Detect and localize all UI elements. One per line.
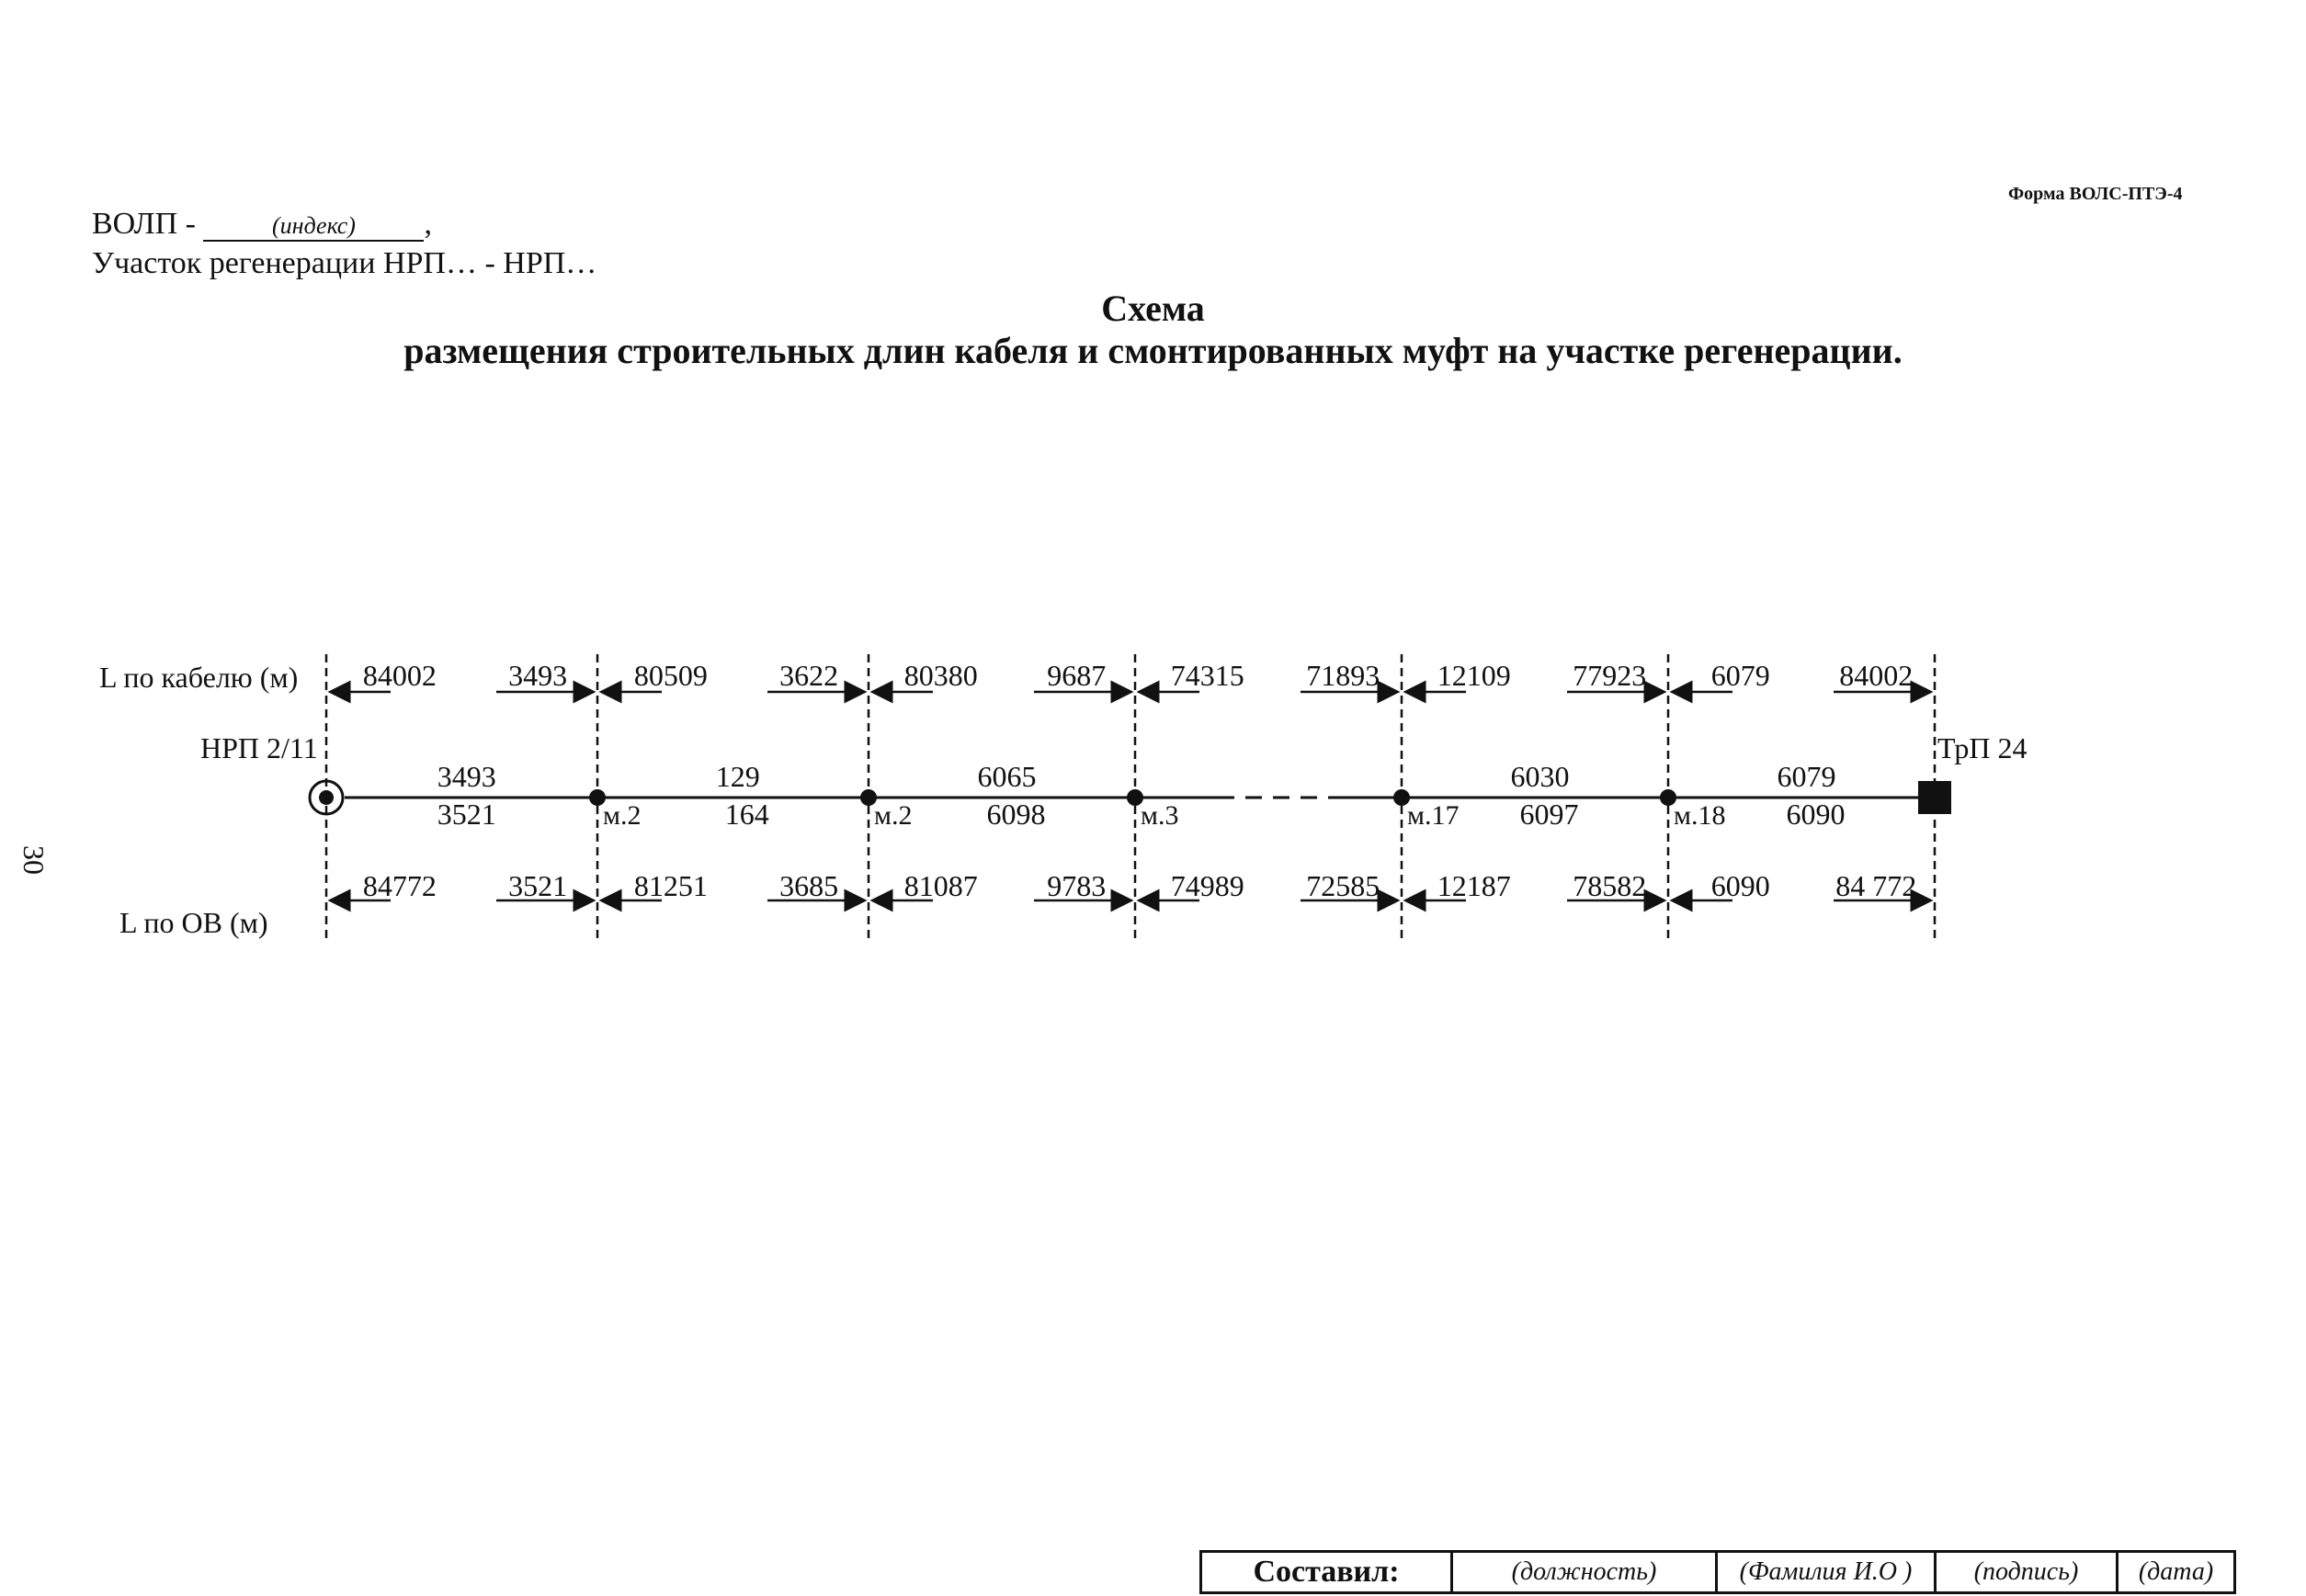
segment-length-cable: 3493: [437, 760, 496, 793]
cable-from-end: 9687: [1047, 659, 1107, 692]
title-main: Схема: [1101, 288, 1205, 329]
fiber-from-end: 78582: [1573, 869, 1647, 902]
cable-from-end: 3493: [508, 659, 568, 692]
fiber-from-end: 3685: [779, 869, 839, 902]
sign-field: (подпись): [1936, 1552, 2118, 1593]
fiber-from-end: 84 772: [1835, 869, 1917, 902]
volp-index: (индекс): [203, 212, 424, 242]
signature-table: [1199, 1550, 2236, 1594]
end-station-label: ТрП 24: [1937, 731, 2028, 764]
cable-from-start: 74315: [1170, 659, 1244, 692]
cable-from-start: 80380: [903, 659, 978, 692]
segment-length-cable: 6065: [977, 760, 1037, 793]
section-line: Участок регенерации НРП… - НРП…: [92, 246, 597, 280]
cable-from-end: 3622: [779, 659, 839, 692]
fiber-from-start: 84772: [362, 869, 437, 902]
segment-length-cable: 6030: [1510, 760, 1570, 793]
fiber-from-end: 3521: [508, 869, 568, 902]
fiber-from-start: 81087: [903, 869, 978, 902]
row-label-cable: L по кабелю (м): [99, 661, 299, 694]
cable-from-end: 84002: [1839, 659, 1914, 692]
start-station-dot: [319, 790, 334, 805]
volp-suffix: ,: [424, 207, 432, 241]
cable-from-end: 77923: [1573, 659, 1647, 692]
segment-length-fiber: 6097: [1519, 798, 1579, 831]
fiber-from-start: 12187: [1437, 869, 1511, 902]
volp-prefix: ВОЛП -: [92, 207, 196, 241]
position-field: (должность): [1452, 1552, 1717, 1593]
cable-from-start: 80509: [633, 659, 708, 692]
splice-label: м.17: [1407, 800, 1460, 831]
page-number: 30: [17, 845, 51, 875]
segment-length-fiber: 6090: [1786, 798, 1846, 831]
fiber-from-start: 74989: [1170, 869, 1244, 902]
segment-length-fiber: 6098: [986, 798, 1046, 831]
splice-label: м.2: [603, 800, 642, 831]
segment-length-fiber: 164: [724, 798, 769, 831]
segment-length-cable: 6079: [1777, 760, 1836, 793]
fiber-from-end: 9783: [1047, 869, 1107, 902]
cable-from-start: 84002: [362, 659, 437, 692]
splice-label: м.18: [1674, 800, 1726, 831]
cable-from-start: 6079: [1710, 659, 1770, 692]
date-field: (дата): [2118, 1552, 2235, 1593]
cable-from-start: 12109: [1437, 659, 1511, 692]
fiber-from-start: 6090: [1710, 869, 1770, 902]
end-station-symbol: [1918, 781, 1951, 814]
start-station-label: НРП 2/11: [200, 731, 318, 764]
segment-length-cable: 129: [715, 760, 760, 793]
splice-label: м.2: [874, 800, 913, 831]
name-field: (Фамилия И.О ): [1717, 1552, 1936, 1593]
fiber-from-start: 81251: [633, 869, 708, 902]
segment-length-fiber: 3521: [437, 798, 496, 831]
splice-label: м.3: [1141, 800, 1179, 831]
row-label-fiber: L по ОВ (м): [119, 906, 268, 939]
title-sub: размещения строительных длин кабеля и смонтированных муфт на участке регенерации.: [403, 330, 1903, 371]
form-code: Форма ВОЛС-ПТЭ-4: [2008, 184, 2183, 204]
compiled-by-label: Составил:: [1201, 1552, 1452, 1593]
cable-from-end: 71893: [1306, 659, 1380, 692]
fiber-from-end: 72585: [1306, 869, 1380, 902]
diagram-elements: [310, 654, 1951, 942]
